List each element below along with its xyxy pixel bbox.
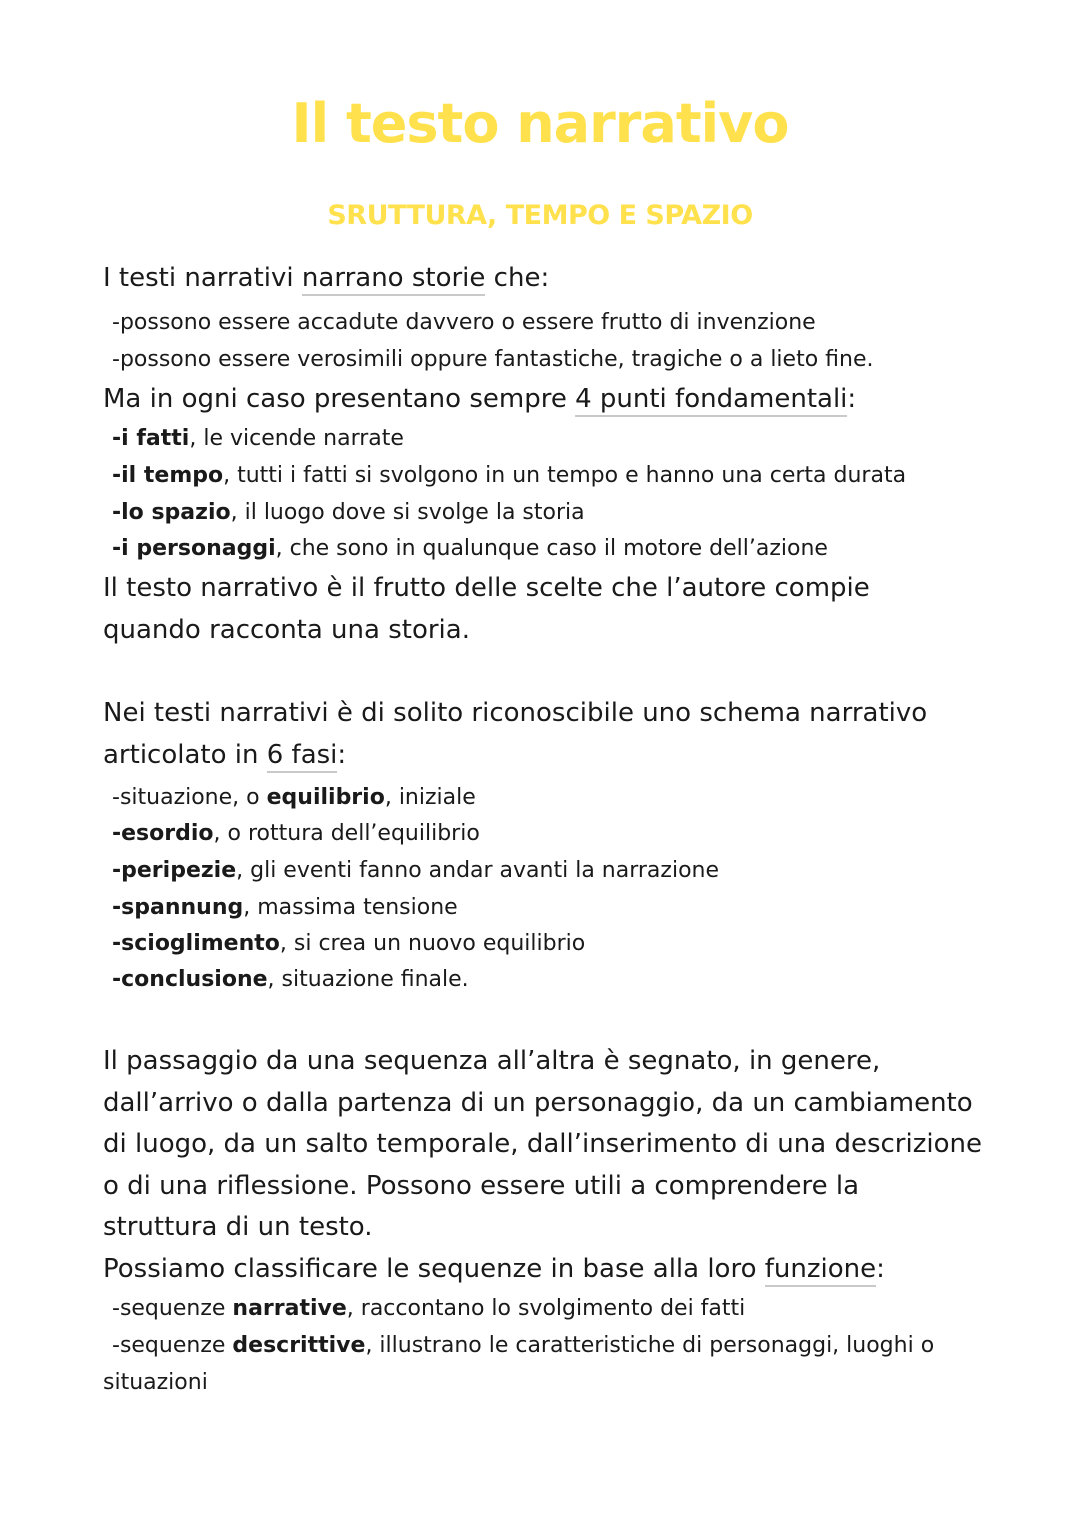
points-intro-text: Ma in ogni caso presentano sempre — [103, 384, 576, 414]
phase-item: -conclusione, situazione finale. — [112, 967, 469, 992]
page-title: Il testo narrativo — [291, 92, 789, 155]
sequence-item-continuation: situazioni — [103, 1370, 208, 1395]
points-intro-underlined: 4 punti fondamentali — [575, 384, 847, 417]
schema-intro-text: articolato in — [103, 740, 267, 770]
points-intro-line — [103, 384, 856, 414]
sequence-paragraph-line: o di una riflessione. Possono essere utili a comprendere la — [103, 1171, 860, 1201]
phase-item: -spannung, massima tensione — [112, 895, 458, 920]
intro-underlined: narrano storie — [302, 263, 485, 296]
schema-intro-line: Nei testi narrativi è di solito riconoscibile uno schema narrativo — [103, 698, 928, 728]
schema-intro-tail: : — [337, 740, 347, 770]
sequence-paragraph-line: dall’arrivo o dalla partenza di un personaggio, da un cambiamento — [103, 1088, 973, 1118]
classify-intro-line — [103, 1254, 885, 1284]
sequence-item: -sequenze descrittive, illustrano le caratteristiche di personaggi, luoghi o — [112, 1333, 935, 1358]
classify-intro-underlined: funzione — [765, 1254, 876, 1287]
intro-text: I testi narrativi — [103, 263, 302, 293]
schema-intro-line-2 — [103, 740, 346, 770]
intro-item: -possono essere accadute davvero o essere frutto di invenzione — [112, 310, 816, 335]
point-item: -i fatti, le vicende narrate — [112, 426, 404, 451]
sequence-paragraph-line: di luogo, da un salto temporale, dall’inserimento di una descrizione — [103, 1129, 982, 1159]
author-paragraph-line: Il testo narrativo è il frutto delle scelte che l’autore compie — [103, 573, 870, 603]
phase-item: -situazione, o equilibrio, iniziale — [112, 785, 476, 810]
intro-item: -possono essere verosimili oppure fantastiche, tragiche o a lieto fine. — [112, 347, 874, 372]
intro-tail: che: — [485, 263, 550, 293]
phase-item: -esordio, o rottura dell’equilibrio — [112, 821, 480, 846]
sequence-paragraph-line: struttura di un testo. — [103, 1212, 373, 1242]
point-item: -il tempo, tutti i fatti si svolgono in un tempo e hanno una certa durata — [112, 463, 907, 488]
point-item: -i personaggi, che sono in qualunque caso il motore dell’azione — [112, 536, 828, 561]
schema-intro-underlined: 6 fasi — [267, 740, 338, 773]
point-item: -lo spazio, il luogo dove si svolge la storia — [112, 500, 585, 525]
author-paragraph-line: quando racconta una storia. — [103, 615, 470, 645]
intro-line — [103, 263, 549, 293]
sequence-paragraph-line: Il passaggio da una sequenza all’altra è segnato, in genere, — [103, 1046, 881, 1076]
points-intro-tail: : — [847, 384, 857, 414]
phase-item: -peripezie, gli eventi fanno andar avanti la narrazione — [112, 858, 720, 883]
classify-intro-tail: : — [876, 1254, 885, 1284]
sequence-item: -sequenze narrative, raccontano lo svolgimento dei fatti — [112, 1296, 746, 1321]
page-subtitle: SRUTTURA, TEMPO E SPAZIO — [327, 200, 753, 231]
phase-item: -scioglimento, si crea un nuovo equilibrio — [112, 931, 586, 956]
classify-intro-text: Possiamo classificare le sequenze in base alla loro — [103, 1254, 765, 1284]
